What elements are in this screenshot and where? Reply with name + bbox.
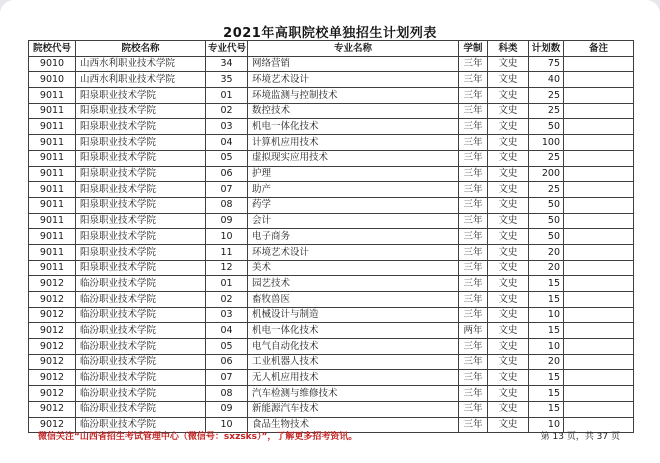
cell-duration: 三年 xyxy=(459,244,488,260)
cell-major-name: 会计 xyxy=(248,213,459,229)
cell-category: 文史 xyxy=(488,370,529,386)
cell-college-name: 阳泉职业技术学院 xyxy=(76,197,206,213)
cell-major-code: 06 xyxy=(206,166,248,182)
cell-remarks xyxy=(564,197,634,213)
cell-category: 文史 xyxy=(488,119,529,135)
cell-college-code: 9012 xyxy=(29,401,76,417)
cell-remarks xyxy=(564,292,634,308)
cell-college-name: 阳泉职业技术学院 xyxy=(76,244,206,260)
table-row xyxy=(29,354,634,370)
cell-plan-count: 10 xyxy=(529,417,564,433)
cell-major-code: 08 xyxy=(206,386,248,402)
cell-category: 文史 xyxy=(488,103,529,119)
header-remarks: 备注 xyxy=(564,41,634,57)
cell-remarks xyxy=(564,323,634,339)
cell-college-code: 9011 xyxy=(29,103,76,119)
cell-remarks xyxy=(564,56,634,72)
cell-college-code: 9011 xyxy=(29,260,76,276)
cell-duration: 三年 xyxy=(459,417,488,433)
cell-major-name: 食品生物技术 xyxy=(248,417,459,433)
cell-duration: 三年 xyxy=(459,401,488,417)
cell-college-name: 山西水利职业技术学院 xyxy=(76,56,206,72)
cell-plan-count: 25 xyxy=(529,182,564,198)
cell-plan-count: 20 xyxy=(529,244,564,260)
cell-plan-count: 20 xyxy=(529,260,564,276)
cell-college-name: 临汾职业技术学院 xyxy=(76,307,206,323)
cell-category: 文史 xyxy=(488,354,529,370)
cell-major-code: 03 xyxy=(206,119,248,135)
table-row xyxy=(29,370,634,386)
cell-major-code: 35 xyxy=(206,72,248,88)
cell-college-name: 临汾职业技术学院 xyxy=(76,276,206,292)
cell-major-name: 计算机应用技术 xyxy=(248,135,459,151)
cell-category: 文史 xyxy=(488,244,529,260)
header-major-name: 专业名称 xyxy=(248,41,459,57)
table-row xyxy=(29,292,634,308)
cell-college-code: 9012 xyxy=(29,323,76,339)
cell-major-name: 环境监测与控制技术 xyxy=(248,88,459,104)
header-college-name: 院校名称 xyxy=(76,41,206,57)
header-college-code: 院校代号 xyxy=(29,41,76,57)
cell-major-code: 02 xyxy=(206,292,248,308)
table-row xyxy=(29,103,634,119)
cell-category: 文史 xyxy=(488,260,529,276)
cell-college-code: 9012 xyxy=(29,339,76,355)
cell-college-code: 9011 xyxy=(29,229,76,245)
cell-college-code: 9012 xyxy=(29,370,76,386)
cell-duration: 三年 xyxy=(459,88,488,104)
cell-college-name: 阳泉职业技术学院 xyxy=(76,166,206,182)
cell-major-name: 护理 xyxy=(248,166,459,182)
cell-duration: 三年 xyxy=(459,197,488,213)
cell-college-name: 山西水利职业技术学院 xyxy=(76,72,206,88)
cell-category: 文史 xyxy=(488,229,529,245)
cell-duration: 三年 xyxy=(459,103,488,119)
cell-major-code: 03 xyxy=(206,307,248,323)
cell-plan-count: 20 xyxy=(529,354,564,370)
wechat-notice: 微信关注“山西省招生考试管理中心（微信号：sxzsks）”，了解更多招考资讯。 xyxy=(38,432,358,442)
cell-plan-count: 10 xyxy=(529,339,564,355)
table-row xyxy=(29,197,634,213)
cell-college-code: 9011 xyxy=(29,88,76,104)
table-row xyxy=(29,150,634,166)
cell-major-name: 电子商务 xyxy=(248,229,459,245)
cell-category: 文史 xyxy=(488,150,529,166)
cell-remarks xyxy=(564,88,634,104)
cell-plan-count: 15 xyxy=(529,386,564,402)
cell-major-name: 环境艺术设计 xyxy=(248,72,459,88)
cell-major-code: 06 xyxy=(206,354,248,370)
cell-duration: 三年 xyxy=(459,339,488,355)
cell-major-code: 09 xyxy=(206,213,248,229)
cell-major-code: 05 xyxy=(206,150,248,166)
cell-category: 文史 xyxy=(488,135,529,151)
cell-remarks xyxy=(564,72,634,88)
cell-college-name: 临汾职业技术学院 xyxy=(76,401,206,417)
cell-remarks xyxy=(564,229,634,245)
cell-major-code: 10 xyxy=(206,417,248,433)
cell-plan-count: 50 xyxy=(529,119,564,135)
table-row xyxy=(29,260,634,276)
cell-plan-count: 10 xyxy=(529,307,564,323)
cell-remarks xyxy=(564,260,634,276)
cell-major-name: 助产 xyxy=(248,182,459,198)
cell-plan-count: 50 xyxy=(529,229,564,245)
cell-major-name: 机械设计与制造 xyxy=(248,307,459,323)
cell-remarks xyxy=(564,401,634,417)
cell-college-code: 9011 xyxy=(29,244,76,260)
cell-remarks xyxy=(564,244,634,260)
cell-plan-count: 25 xyxy=(529,150,564,166)
cell-remarks xyxy=(564,213,634,229)
cell-major-name: 网络营销 xyxy=(248,56,459,72)
cell-college-code: 9010 xyxy=(29,56,76,72)
cell-category: 文史 xyxy=(488,56,529,72)
cell-category: 文史 xyxy=(488,339,529,355)
enrollment-plan-table xyxy=(28,40,634,433)
cell-remarks xyxy=(564,386,634,402)
cell-major-name: 机电一体化技术 xyxy=(248,323,459,339)
cell-college-name: 阳泉职业技术学院 xyxy=(76,213,206,229)
cell-major-code: 07 xyxy=(206,182,248,198)
cell-college-name: 阳泉职业技术学院 xyxy=(76,182,206,198)
cell-major-name: 美术 xyxy=(248,260,459,276)
cell-duration: 两年 xyxy=(459,323,488,339)
table-row xyxy=(29,88,634,104)
cell-duration: 三年 xyxy=(459,166,488,182)
cell-college-code: 9012 xyxy=(29,292,76,308)
header-category: 科类 xyxy=(488,41,529,57)
cell-category: 文史 xyxy=(488,197,529,213)
cell-plan-count: 100 xyxy=(529,135,564,151)
cell-duration: 三年 xyxy=(459,182,488,198)
cell-major-code: 34 xyxy=(206,56,248,72)
cell-plan-count: 40 xyxy=(529,72,564,88)
table-row xyxy=(29,166,634,182)
cell-college-name: 临汾职业技术学院 xyxy=(76,354,206,370)
cell-major-code: 11 xyxy=(206,244,248,260)
cell-major-name: 畜牧兽医 xyxy=(248,292,459,308)
cell-duration: 三年 xyxy=(459,354,488,370)
cell-college-code: 9012 xyxy=(29,276,76,292)
table-row xyxy=(29,401,634,417)
header-plan-count: 计划数 xyxy=(529,41,564,57)
cell-major-code: 04 xyxy=(206,323,248,339)
cell-major-name: 药学 xyxy=(248,197,459,213)
cell-college-name: 临汾职业技术学院 xyxy=(76,323,206,339)
cell-plan-count: 200 xyxy=(529,166,564,182)
cell-college-name: 阳泉职业技术学院 xyxy=(76,150,206,166)
cell-major-code: 05 xyxy=(206,339,248,355)
page-number: 第 13 页，共 37 页 xyxy=(540,432,620,442)
cell-college-name: 临汾职业技术学院 xyxy=(76,292,206,308)
cell-plan-count: 25 xyxy=(529,103,564,119)
cell-major-name: 机电一体化技术 xyxy=(248,119,459,135)
cell-major-name: 虚拟现实应用技术 xyxy=(248,150,459,166)
cell-remarks xyxy=(564,119,634,135)
cell-major-name: 数控技术 xyxy=(248,103,459,119)
cell-plan-count: 15 xyxy=(529,370,564,386)
cell-major-name: 园艺技术 xyxy=(248,276,459,292)
cell-major-name: 汽车检测与维修技术 xyxy=(248,386,459,402)
cell-major-name: 工业机器人技术 xyxy=(248,354,459,370)
cell-plan-count: 50 xyxy=(529,213,564,229)
cell-college-name: 临汾职业技术学院 xyxy=(76,386,206,402)
cell-plan-count: 25 xyxy=(529,88,564,104)
cell-college-name: 阳泉职业技术学院 xyxy=(76,119,206,135)
cell-category: 文史 xyxy=(488,72,529,88)
cell-college-name: 阳泉职业技术学院 xyxy=(76,229,206,245)
cell-college-code: 9012 xyxy=(29,386,76,402)
cell-duration: 三年 xyxy=(459,229,488,245)
cell-category: 文史 xyxy=(488,307,529,323)
cell-plan-count: 15 xyxy=(529,401,564,417)
cell-plan-count: 50 xyxy=(529,197,564,213)
cell-major-code: 10 xyxy=(206,229,248,245)
cell-duration: 三年 xyxy=(459,370,488,386)
cell-duration: 三年 xyxy=(459,72,488,88)
cell-college-name: 临汾职业技术学院 xyxy=(76,339,206,355)
cell-remarks xyxy=(564,339,634,355)
page-title: 2021年高职院校单独招生计划列表 xyxy=(223,26,437,41)
cell-college-code: 9012 xyxy=(29,417,76,433)
cell-remarks xyxy=(564,103,634,119)
cell-major-code: 09 xyxy=(206,401,248,417)
cell-category: 文史 xyxy=(488,182,529,198)
cell-major-code: 02 xyxy=(206,103,248,119)
cell-remarks xyxy=(564,307,634,323)
cell-remarks xyxy=(564,370,634,386)
cell-college-code: 9011 xyxy=(29,150,76,166)
cell-category: 文史 xyxy=(488,292,529,308)
table-row xyxy=(29,276,634,292)
cell-college-code: 9011 xyxy=(29,119,76,135)
cell-duration: 三年 xyxy=(459,56,488,72)
cell-college-name: 临汾职业技术学院 xyxy=(76,417,206,433)
cell-category: 文史 xyxy=(488,166,529,182)
table-body xyxy=(29,56,634,433)
table-row xyxy=(29,386,634,402)
cell-major-name: 电气自动化技术 xyxy=(248,339,459,355)
cell-duration: 三年 xyxy=(459,150,488,166)
cell-duration: 三年 xyxy=(459,260,488,276)
cell-duration: 三年 xyxy=(459,307,488,323)
cell-duration: 三年 xyxy=(459,386,488,402)
cell-duration: 三年 xyxy=(459,213,488,229)
cell-college-name: 阳泉职业技术学院 xyxy=(76,135,206,151)
cell-remarks xyxy=(564,166,634,182)
table-row xyxy=(29,307,634,323)
cell-category: 文史 xyxy=(488,323,529,339)
cell-college-code: 9011 xyxy=(29,135,76,151)
cell-category: 文史 xyxy=(488,401,529,417)
table-row xyxy=(29,323,634,339)
cell-major-code: 07 xyxy=(206,370,248,386)
table-row xyxy=(29,135,634,151)
cell-college-name: 临汾职业技术学院 xyxy=(76,370,206,386)
header-major-code: 专业代号 xyxy=(206,41,248,57)
table-row xyxy=(29,213,634,229)
cell-duration: 三年 xyxy=(459,276,488,292)
cell-remarks xyxy=(564,135,634,151)
header-duration: 学制 xyxy=(459,41,488,57)
cell-major-code: 04 xyxy=(206,135,248,151)
table-row xyxy=(29,182,634,198)
cell-duration: 三年 xyxy=(459,119,488,135)
cell-college-code: 9011 xyxy=(29,213,76,229)
table-row xyxy=(29,119,634,135)
cell-remarks xyxy=(564,276,634,292)
cell-plan-count: 75 xyxy=(529,56,564,72)
cell-college-code: 9010 xyxy=(29,72,76,88)
cell-major-code: 01 xyxy=(206,88,248,104)
cell-remarks xyxy=(564,150,634,166)
cell-major-name: 环境艺术设计 xyxy=(248,244,459,260)
table-row xyxy=(29,72,634,88)
cell-plan-count: 15 xyxy=(529,292,564,308)
cell-category: 文史 xyxy=(488,386,529,402)
table-row xyxy=(29,339,634,355)
table-header-row xyxy=(29,41,634,57)
cell-major-name: 无人机应用技术 xyxy=(248,370,459,386)
cell-college-code: 9011 xyxy=(29,182,76,198)
cell-major-code: 08 xyxy=(206,197,248,213)
cell-category: 文史 xyxy=(488,88,529,104)
cell-college-name: 阳泉职业技术学院 xyxy=(76,260,206,276)
cell-college-code: 9011 xyxy=(29,197,76,213)
cell-category: 文史 xyxy=(488,417,529,433)
cell-major-code: 01 xyxy=(206,276,248,292)
cell-college-code: 9011 xyxy=(29,166,76,182)
cell-major-code: 12 xyxy=(206,260,248,276)
cell-duration: 三年 xyxy=(459,292,488,308)
cell-remarks xyxy=(564,182,634,198)
cell-duration: 三年 xyxy=(459,135,488,151)
cell-college-name: 阳泉职业技术学院 xyxy=(76,103,206,119)
cell-plan-count: 15 xyxy=(529,323,564,339)
cell-college-name: 阳泉职业技术学院 xyxy=(76,88,206,104)
cell-major-name: 新能源汽车技术 xyxy=(248,401,459,417)
cell-remarks xyxy=(564,354,634,370)
table-row xyxy=(29,244,634,260)
cell-category: 文史 xyxy=(488,213,529,229)
cell-plan-count: 15 xyxy=(529,276,564,292)
cell-college-code: 9012 xyxy=(29,307,76,323)
cell-category: 文史 xyxy=(488,276,529,292)
table-row xyxy=(29,56,634,72)
table-row xyxy=(29,229,634,245)
cell-college-code: 9012 xyxy=(29,354,76,370)
